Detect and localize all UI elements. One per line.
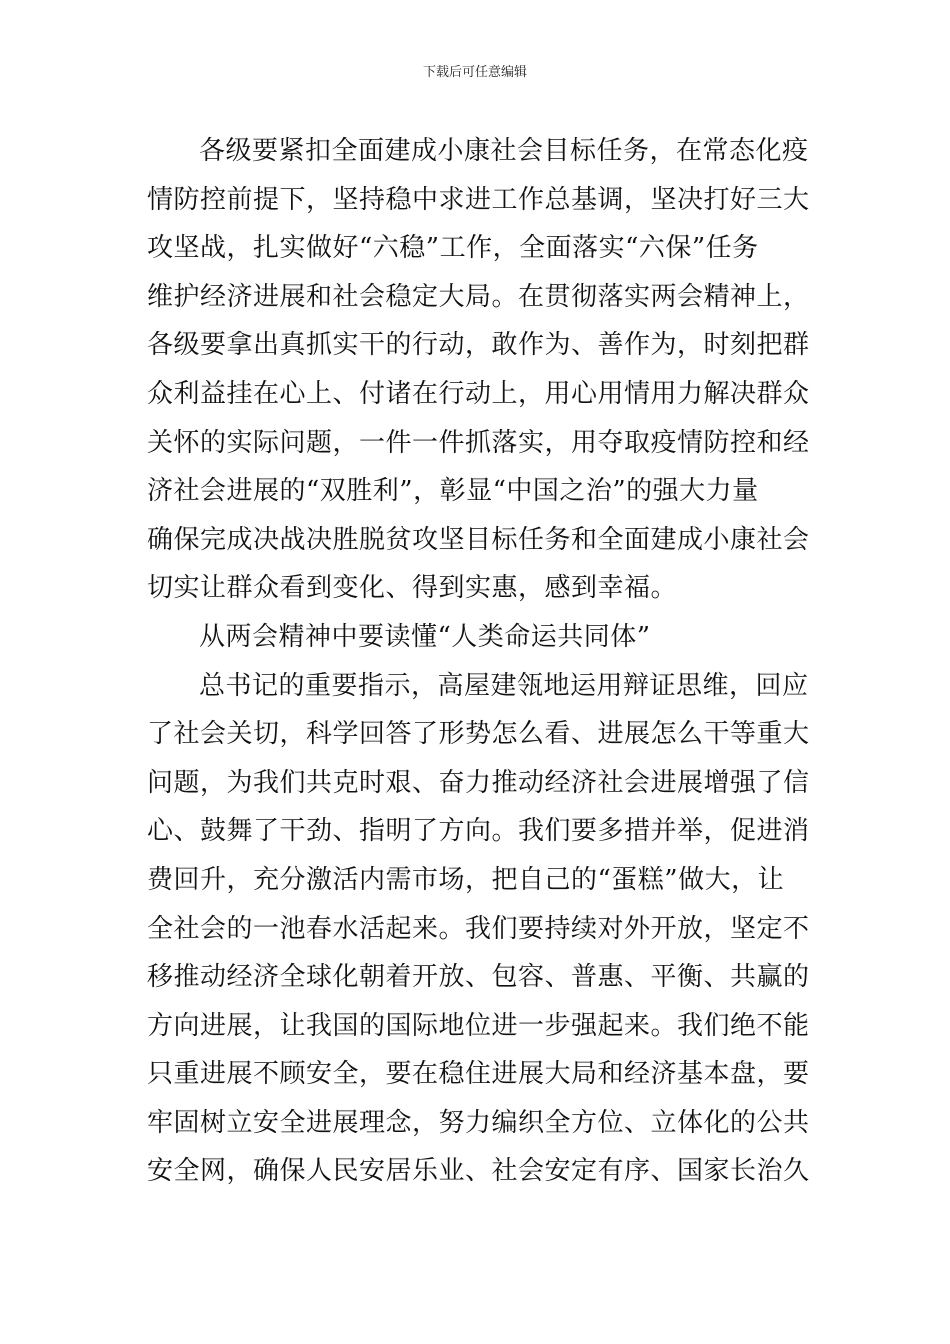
paragraph-1-line-10: 切实让群众看到变化、得到实惠，感到幸福。 xyxy=(147,573,678,604)
paragraph-2-line-3: 问题，为我们共克时艰、奋力推动经济社会进展增强了信 xyxy=(147,767,810,798)
paragraph-1-line-6: 众利益挂在心上、付诸在行动上，用心用情用力解决群众 xyxy=(147,378,810,409)
paragraph-2-line-4: 心、鼓舞了干劲、指明了方向。我们要多措并举，促进消 xyxy=(147,816,810,847)
paragraph-1-line-4: 维护经济进展和社会稳定大局。在贯彻落实两会精神上， xyxy=(147,281,810,312)
section-heading: 从两会精神中要读懂“人类命运共同体” xyxy=(199,621,651,652)
paragraph-2-line-10: 牢固树立安全进展理念，努力编织全方位、立体化的公共 xyxy=(147,1107,810,1138)
paragraph-2-line-1: 总书记的重要指示，高屋建瓴地运用辩证思维，回应 xyxy=(199,670,809,701)
paragraph-1-line-2: 情防控前提下，坚持稳中求进工作总基调，坚决打好三大 xyxy=(147,184,810,215)
paragraph-2-line-6: 全社会的一池春水活起来。我们要持续对外开放，坚定不 xyxy=(147,913,810,944)
paragraph-2-line-11: 安全网，确保人民安居乐业、社会安定有序、国家长治久 xyxy=(147,1156,810,1187)
paragraph-1-line-3: 攻坚战，扎实做好“六稳”工作，全面落实“六保”任务 xyxy=(147,233,759,264)
paragraph-2-line-7: 移推动经济全球化朝着开放、包容、普惠、平衡、共赢的 xyxy=(147,962,810,993)
paragraph-2-line-2: 了社会关切，科学回答了形势怎么看、进展怎么干等重大 xyxy=(147,719,810,750)
paragraph-2-line-8: 方向进展，让我国的国际地位进一步强起来。我们绝不能 xyxy=(147,1010,810,1041)
paragraph-1-line-8: 济社会进展的“双胜利”，彰显“中国之治”的强大力量 xyxy=(147,476,759,507)
page-header: 下载后可任意编辑 xyxy=(422,65,527,80)
paragraph-1-line-5: 各级要拿出真抓实干的行动，敢作为、善作为，时刻把群 xyxy=(147,330,810,361)
paragraph-2-line-5: 费回升，充分激活内需市场，把自己的“蛋糕”做大，让 xyxy=(147,864,785,895)
paragraph-1-line-7: 关怀的实际问题，一件一件抓落实，用夺取疫情防控和经 xyxy=(147,427,810,458)
document-body xyxy=(147,127,810,1196)
paragraph-1-line-1: 各级要紧扣全面建成小康社会目标任务，在常态化疫 xyxy=(199,136,809,166)
paragraph-1-line-9: 确保完成决战决胜脱贫攻坚目标任务和全面建成小康社会 xyxy=(147,524,810,555)
paragraph-2-line-9: 只重进展不顾安全，要在稳住进展大局和经济基本盘，要 xyxy=(147,1059,810,1090)
